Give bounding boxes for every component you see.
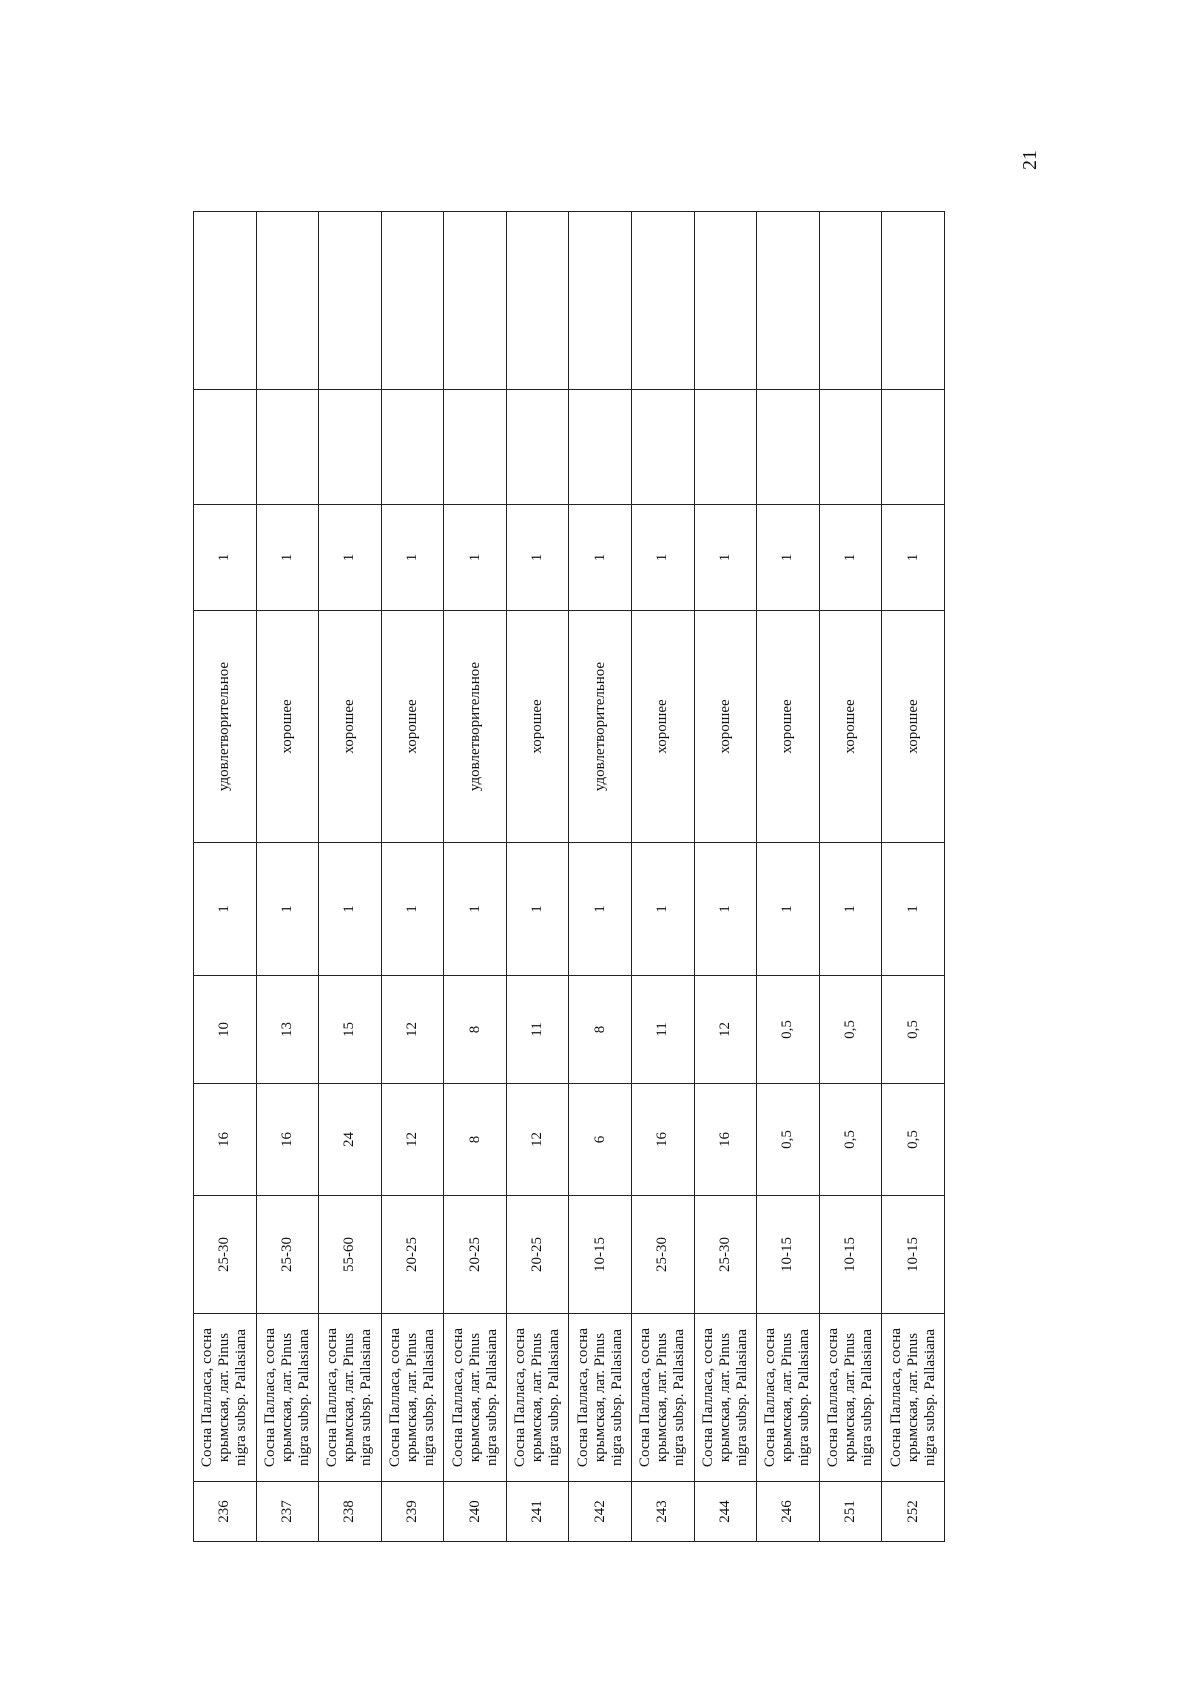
age-range: 10-15 [757, 1196, 820, 1314]
species-name [819, 1314, 882, 1482]
species-line: крымская, лат. Pinus [466, 1332, 483, 1463]
tree-count: 1 [694, 843, 757, 976]
age-range: 20-25 [381, 1196, 444, 1314]
empty-cell [444, 212, 507, 390]
row-number: 239 [381, 1482, 444, 1542]
row-number: 246 [757, 1482, 820, 1542]
species-line: Сосна Палласа, сосна [825, 1327, 842, 1468]
empty-cell [694, 390, 757, 505]
species-name [381, 1314, 444, 1482]
trunk-diameter: 0,5 [757, 976, 820, 1084]
species-name [694, 1314, 757, 1482]
species-line: крымская, лат. Pinus [404, 1332, 421, 1463]
age-range: 20-25 [506, 1196, 569, 1314]
tree-count: 1 [506, 843, 569, 976]
species-line: Сосна Палласа, сосна [699, 1327, 716, 1468]
tree-condition: хорошее [694, 611, 757, 843]
tree-count: 1 [882, 843, 945, 976]
row-number: 243 [632, 1482, 695, 1542]
table-row [194, 212, 257, 1542]
species-name [444, 1314, 507, 1482]
species-line: nigra subsp. Pallasiana [358, 1328, 375, 1467]
species-line: Сосна Палласа, сосна [637, 1327, 654, 1468]
species-line: крымская, лат. Pinus [591, 1332, 608, 1463]
empty-cell [819, 212, 882, 390]
age-range: 20-25 [444, 1196, 507, 1314]
trunk-diameter: 11 [632, 976, 695, 1084]
species-line: Сосна Палласа, сосна [261, 1327, 278, 1468]
age-range: 10-15 [882, 1196, 945, 1314]
tree-condition: хорошее [757, 611, 820, 843]
tree-count-2: 1 [694, 505, 757, 611]
species-line: Сосна Палласа, сосна [324, 1327, 341, 1468]
table-container [193, 212, 945, 1542]
table-row [882, 212, 945, 1542]
species-name [506, 1314, 569, 1482]
age-range: 25-30 [632, 1196, 695, 1314]
tree-count: 1 [256, 843, 319, 976]
species-line: nigra subsp. Pallasiana [483, 1328, 500, 1467]
empty-cell [256, 390, 319, 505]
row-number: 252 [882, 1482, 945, 1542]
species-line: крымская, лат. Pinus [654, 1332, 671, 1463]
trunk-diameter: 10 [194, 976, 257, 1084]
tree-condition: хорошее [506, 611, 569, 843]
table-row [506, 212, 569, 1542]
species-line: nigra subsp. Pallasiana [921, 1328, 938, 1467]
empty-cell [506, 212, 569, 390]
table-row [381, 212, 444, 1542]
species-line: nigra subsp. Pallasiana [733, 1328, 750, 1467]
species-line: крымская, лат. Pinus [716, 1332, 733, 1463]
empty-cell [632, 212, 695, 390]
species-line: крымская, лат. Pinus [216, 1332, 233, 1463]
tree-height: 0,5 [819, 1084, 882, 1196]
species-line: крымская, лат. Pinus [842, 1332, 859, 1463]
table-row [256, 212, 319, 1542]
empty-cell [569, 390, 632, 505]
empty-cell [194, 212, 257, 390]
empty-cell [819, 390, 882, 505]
species-line: крымская, лат. Pinus [341, 1332, 358, 1463]
empty-cell [694, 212, 757, 390]
row-number: 236 [194, 1482, 257, 1542]
age-range: 25-30 [194, 1196, 257, 1314]
tree-height: 24 [319, 1084, 382, 1196]
empty-cell [882, 212, 945, 390]
table-row [319, 212, 382, 1542]
tree-height: 16 [632, 1084, 695, 1196]
species-name [632, 1314, 695, 1482]
species-line: nigra subsp. Pallasiana [546, 1328, 563, 1467]
empty-cell [757, 390, 820, 505]
row-number: 241 [506, 1482, 569, 1542]
table-row [444, 212, 507, 1542]
empty-cell [194, 390, 257, 505]
tree-count: 1 [819, 843, 882, 976]
species-name [882, 1314, 945, 1482]
tree-count: 1 [319, 843, 382, 976]
empty-cell [569, 212, 632, 390]
tree-condition: хорошее [319, 611, 382, 843]
age-range: 25-30 [256, 1196, 319, 1314]
tree-height: 12 [506, 1084, 569, 1196]
species-name [194, 1314, 257, 1482]
species-line: крымская, лат. Pinus [904, 1332, 921, 1463]
tree-count-2: 1 [256, 505, 319, 611]
tree-condition: удовлетворительное [194, 611, 257, 843]
empty-cell [882, 390, 945, 505]
species-line: nigra subsp. Pallasiana [671, 1328, 688, 1467]
age-range: 25-30 [694, 1196, 757, 1314]
tree-count-2: 1 [882, 505, 945, 611]
table-row [632, 212, 695, 1542]
tree-count-2: 1 [757, 505, 820, 611]
tree-count-2: 1 [506, 505, 569, 611]
tree-condition: хорошее [256, 611, 319, 843]
tree-condition: удовлетворительное [569, 611, 632, 843]
page-number: 21 [1019, 150, 1041, 170]
species-line: Сосна Палласа, сосна [199, 1327, 216, 1468]
trunk-diameter: 8 [444, 976, 507, 1084]
tree-count-2: 1 [632, 505, 695, 611]
empty-cell [757, 212, 820, 390]
table-row [569, 212, 632, 1542]
row-number: 240 [444, 1482, 507, 1542]
row-number: 242 [569, 1482, 632, 1542]
species-line: Сосна Палласа, сосна [887, 1327, 904, 1468]
species-line: крымская, лат. Pinus [278, 1332, 295, 1463]
tree-height: 12 [381, 1084, 444, 1196]
tree-height: 16 [194, 1084, 257, 1196]
table-row [757, 212, 820, 1542]
tree-inventory-table [193, 211, 945, 1542]
tree-count-2: 1 [381, 505, 444, 611]
row-number: 251 [819, 1482, 882, 1542]
species-line: nigra subsp. Pallasiana [608, 1328, 625, 1467]
tree-height: 0,5 [882, 1084, 945, 1196]
species-line: крымская, лат. Pinus [529, 1332, 546, 1463]
tree-condition: удовлетворительное [444, 611, 507, 843]
empty-cell [506, 390, 569, 505]
tree-count-2: 1 [194, 505, 257, 611]
trunk-diameter: 0,5 [882, 976, 945, 1084]
tree-height: 0,5 [757, 1084, 820, 1196]
tree-count-2: 1 [444, 505, 507, 611]
row-number: 244 [694, 1482, 757, 1542]
species-line: Сосна Палласа, сосна [574, 1327, 591, 1468]
empty-cell [319, 390, 382, 505]
tree-condition: хорошее [882, 611, 945, 843]
species-line: nigra subsp. Pallasiana [421, 1328, 438, 1467]
trunk-diameter: 13 [256, 976, 319, 1084]
age-range: 10-15 [819, 1196, 882, 1314]
trunk-diameter: 12 [694, 976, 757, 1084]
tree-condition: хорошее [819, 611, 882, 843]
trunk-diameter: 0,5 [819, 976, 882, 1084]
tree-count-2: 1 [319, 505, 382, 611]
trunk-diameter: 11 [506, 976, 569, 1084]
species-line: nigra subsp. Pallasiana [233, 1328, 250, 1467]
species-line: Сосна Палласа, сосна [762, 1327, 779, 1468]
trunk-diameter: 8 [569, 976, 632, 1084]
species-name [757, 1314, 820, 1482]
species-name [256, 1314, 319, 1482]
species-line: Сосна Палласа, сосна [449, 1327, 466, 1468]
tree-count-2: 1 [819, 505, 882, 611]
empty-cell [632, 390, 695, 505]
tree-count: 1 [381, 843, 444, 976]
tree-count: 1 [569, 843, 632, 976]
tree-height: 6 [569, 1084, 632, 1196]
tree-condition: хорошее [632, 611, 695, 843]
table-row [694, 212, 757, 1542]
tree-count: 1 [757, 843, 820, 976]
empty-cell [319, 212, 382, 390]
tree-count: 1 [444, 843, 507, 976]
tree-condition: хорошее [381, 611, 444, 843]
empty-cell [381, 212, 444, 390]
tree-height: 16 [694, 1084, 757, 1196]
species-line: nigra subsp. Pallasiana [859, 1328, 876, 1467]
species-line: nigra subsp. Pallasiana [796, 1328, 813, 1467]
species-name [569, 1314, 632, 1482]
tree-height: 8 [444, 1084, 507, 1196]
row-number: 238 [319, 1482, 382, 1542]
age-range: 55-60 [319, 1196, 382, 1314]
table-row [819, 212, 882, 1542]
trunk-diameter: 15 [319, 976, 382, 1084]
species-line: Сосна Палласа, сосна [512, 1327, 529, 1468]
empty-cell [381, 390, 444, 505]
empty-cell [256, 212, 319, 390]
age-range: 10-15 [569, 1196, 632, 1314]
row-number: 237 [256, 1482, 319, 1542]
tree-count: 1 [194, 843, 257, 976]
tree-count: 1 [632, 843, 695, 976]
tree-count-2: 1 [569, 505, 632, 611]
tree-height: 16 [256, 1084, 319, 1196]
species-name [319, 1314, 382, 1482]
species-line: Сосна Палласа, сосна [387, 1327, 404, 1468]
species-line: крымская, лат. Pinus [779, 1332, 796, 1463]
empty-cell [444, 390, 507, 505]
trunk-diameter: 12 [381, 976, 444, 1084]
species-line: nigra subsp. Pallasiana [295, 1328, 312, 1467]
